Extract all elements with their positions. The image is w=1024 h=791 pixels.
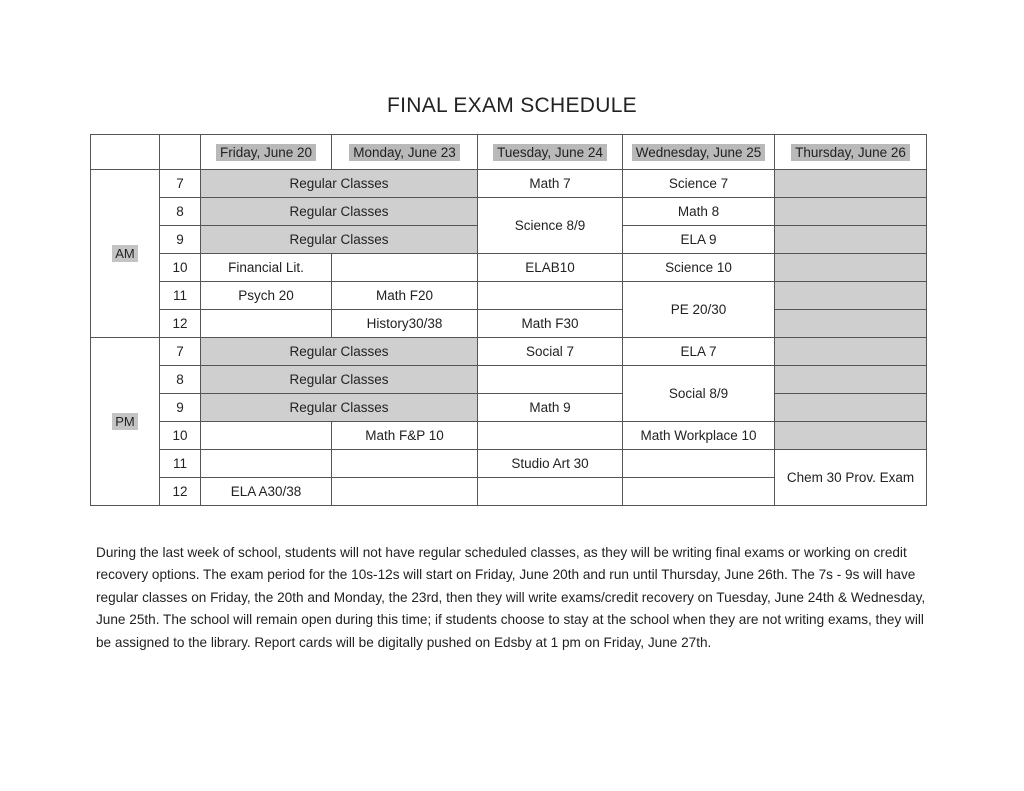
table-row (91, 282, 927, 310)
grade-cell: 10 (160, 422, 201, 450)
empty-cell (478, 478, 623, 506)
grade-cell: 8 (160, 198, 201, 226)
table-row (91, 394, 927, 422)
header-day (478, 135, 623, 170)
exam-schedule-table (90, 134, 927, 506)
pm-label: PM (112, 413, 138, 430)
exam-cell: Science 10 (623, 254, 775, 282)
regular-classes-cell: Regular Classes (201, 394, 478, 422)
day-label: Monday, June 23 (349, 144, 460, 161)
regular-classes-cell: Regular Classes (201, 198, 478, 226)
exam-cell: Psych 20 (201, 282, 332, 310)
header-day (623, 135, 775, 170)
grade-cell: 7 (160, 338, 201, 366)
grade-cell: 9 (160, 226, 201, 254)
exam-cell: Studio Art 30 (478, 450, 623, 478)
exam-cell: Social 8/9 (623, 366, 775, 422)
header-blank-cell (91, 135, 160, 170)
note-paragraph: During the last week of school, students will not have regular scheduled classes, as they will be writing final exams or working on credit recovery options. The exam period for the 10s-12s will start on Friday, June 20th and run until Thursday, June 26th. The 7s - 9s will have regular classes on Friday, the 20th and Monday, the 23rd, then they will write exams/credit recovery on Tuesday, June 24th & Wednesday, June 25th. The school will remain open during this time; if students choose to stay at the school when they are not writing exams, they will be assigned to the library. Report cards will be digitally pushed on Edsby at 1 pm on Friday, June 27th. (96, 545, 926, 650)
exam-cell: Math 9 (478, 394, 623, 422)
regular-classes-cell: Regular Classes (201, 338, 478, 366)
grade-cell: 11 (160, 282, 201, 310)
grade-cell: 10 (160, 254, 201, 282)
exam-cell: Science 7 (623, 170, 775, 198)
table-row (91, 450, 927, 478)
table-row (91, 254, 927, 282)
exam-cell: Math F30 (478, 310, 623, 338)
table-row (91, 338, 927, 366)
empty-cell (332, 478, 478, 506)
header-day (332, 135, 478, 170)
exam-cell: Math F20 (332, 282, 478, 310)
empty-cell (478, 366, 623, 394)
schedule-note (96, 542, 934, 654)
page-title: FINAL EXAM SCHEDULE (387, 94, 637, 117)
am-section-label (91, 170, 160, 338)
blocked-cell (775, 198, 927, 226)
table-row (91, 422, 927, 450)
grade-cell: 11 (160, 450, 201, 478)
exam-cell: ELA A30/38 (201, 478, 332, 506)
regular-classes-cell: Regular Classes (201, 226, 478, 254)
am-label: AM (112, 245, 138, 262)
blocked-cell (775, 394, 927, 422)
grade-cell: 8 (160, 366, 201, 394)
exam-cell: Social 7 (478, 338, 623, 366)
regular-classes-cell: Regular Classes (201, 366, 478, 394)
empty-cell (478, 422, 623, 450)
exam-cell: ELA 9 (623, 226, 775, 254)
grade-cell: 12 (160, 478, 201, 506)
blocked-cell (775, 338, 927, 366)
blocked-cell (775, 422, 927, 450)
exam-cell: Math 8 (623, 198, 775, 226)
exam-cell: Science 8/9 (478, 198, 623, 254)
empty-cell (201, 310, 332, 338)
day-label: Thursday, June 26 (791, 144, 910, 161)
empty-cell (332, 450, 478, 478)
header-grade-cell (160, 135, 201, 170)
grade-cell: 7 (160, 170, 201, 198)
table-row (91, 310, 927, 338)
grade-cell: 9 (160, 394, 201, 422)
table-row (91, 366, 927, 394)
day-label: Tuesday, June 24 (493, 144, 607, 161)
empty-cell (478, 282, 623, 310)
blocked-cell (775, 282, 927, 310)
empty-cell (623, 478, 775, 506)
empty-cell (201, 422, 332, 450)
exam-cell: Math Workplace 10 (623, 422, 775, 450)
blocked-cell (775, 254, 927, 282)
table-header-row (91, 135, 927, 170)
header-day (775, 135, 927, 170)
header-day (201, 135, 332, 170)
exam-cell: Chem 30 Prov. Exam (775, 450, 927, 506)
exam-cell: ELA 7 (623, 338, 775, 366)
day-label: Friday, June 20 (216, 144, 316, 161)
blocked-cell (775, 226, 927, 254)
empty-cell (332, 254, 478, 282)
blocked-cell (775, 310, 927, 338)
empty-cell (623, 450, 775, 478)
table-row (91, 170, 927, 198)
exam-cell: Math F&P 10 (332, 422, 478, 450)
blocked-cell (775, 366, 927, 394)
exam-cell: ELAB10 (478, 254, 623, 282)
empty-cell (201, 450, 332, 478)
exam-cell: Financial Lit. (201, 254, 332, 282)
exam-cell: History30/38 (332, 310, 478, 338)
day-label: Wednesday, June 25 (632, 144, 766, 161)
exam-cell: Math 7 (478, 170, 623, 198)
grade-cell: 12 (160, 310, 201, 338)
regular-classes-cell: Regular Classes (201, 170, 478, 198)
blocked-cell (775, 170, 927, 198)
table-row (91, 198, 927, 226)
exam-cell: PE 20/30 (623, 282, 775, 338)
pm-section-label (91, 338, 160, 506)
